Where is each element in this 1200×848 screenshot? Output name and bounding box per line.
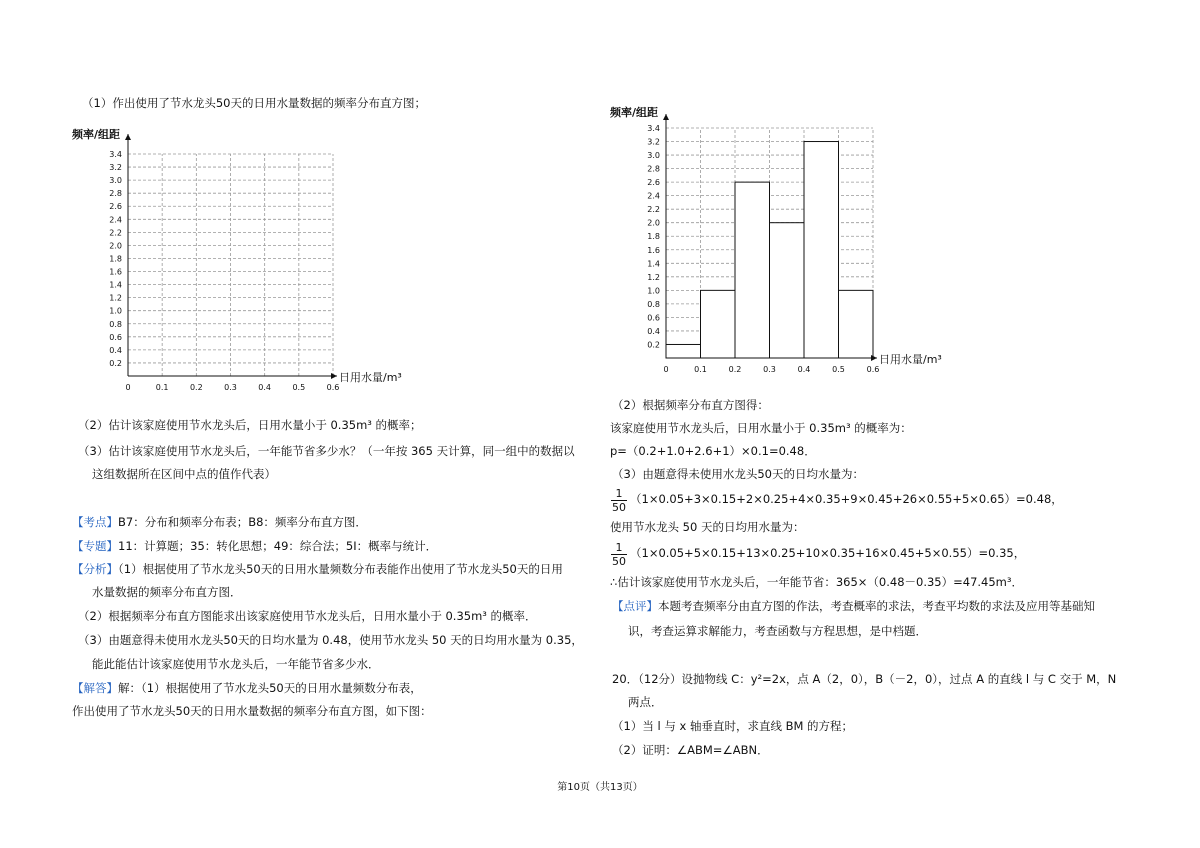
y-tick-label: 1.2 [647, 272, 660, 282]
x-axis-arrow [871, 355, 877, 361]
y-tick-label: 1.6 [647, 245, 660, 255]
y-tick-label: 1.8 [647, 232, 660, 242]
x-tick-label: 0.1 [155, 383, 169, 392]
problem-20-line2: 两点． [628, 695, 663, 709]
y-tick-label: 1.4 [109, 280, 122, 290]
y-axis-arrow [125, 134, 131, 140]
y-tick-label: 0.8 [109, 319, 122, 329]
y-tick-label: 2.4 [647, 191, 660, 201]
y-tick-label: 2.4 [109, 215, 122, 225]
x-axis-label: 日用水量/m³ [339, 371, 402, 384]
dianping-tag: 【点评】 [612, 599, 658, 613]
histogram-bar [701, 290, 736, 358]
jieda-line2: 作出使用了节水龙头50天的日用水量数据的频率分布直方图，如下图： [72, 704, 432, 718]
y-tick-label: 1.2 [109, 293, 122, 303]
y-tick-label: 2.2 [647, 205, 660, 215]
x-tick-label: 0 [663, 365, 669, 374]
y-tick-label: 1.4 [647, 259, 660, 269]
histogram-bar [735, 182, 770, 358]
x-axis-arrow [331, 373, 337, 379]
empty-histogram-chart [70, 118, 430, 413]
question-3-line1: （3）估计该家庭使用节水龙头后，一年能节省多少水？（一年按 365 天计算，同一组中的数据以 [78, 444, 575, 458]
fenxi-tag: 【分析】 [72, 562, 118, 576]
x-tick-label: 0.1 [694, 365, 707, 374]
x-tick-label: 0.4 [797, 365, 811, 374]
x-tick-label: 0.2 [728, 365, 742, 374]
dianping-line2: 识，考查运算求解能力，考查函数与方程思想，是中档题． [628, 624, 927, 638]
y-axis-label: 频率/组距 [72, 128, 121, 141]
x-tick-label: 0.6 [866, 365, 880, 374]
y-tick-label: 0.2 [109, 358, 122, 368]
y-axis-arrow [663, 114, 669, 120]
x-tick-label: 0.5 [832, 365, 845, 374]
y-tick-label: 0.6 [647, 313, 660, 323]
x-tick-label: 0.6 [326, 383, 340, 392]
y-axis-label: 频率/组距 [610, 106, 659, 119]
fenxi-text-1: （1）根据使用了节水龙头50天的日用水量频数分布表能作出使用了节水龙头50天的日用 [118, 562, 563, 576]
y-tick-label: 0.4 [109, 345, 122, 355]
jieda-text-1: 解：（1）根据使用了节水龙头50天的日用水量频数分布表， [118, 681, 422, 695]
x-tick-label: 0.4 [258, 383, 272, 392]
solution-3-expr1: （1×0.05+3×0.15+2×0.25+4×0.35+9×0.45+26×0.55+5×0.65）=0.48， [630, 492, 1063, 506]
histogram-bar [770, 223, 805, 358]
problem-20-line1: 20．（12分）设抛物线 C：y²=2x，点 A（2，0），B（－2，0），过点 A 的直线 l 与 C 交于 M，N [612, 672, 1117, 686]
y-tick-label: 2.8 [647, 164, 660, 174]
problem-20-part2: （2）证明：∠ABM=∠ABN． [612, 743, 769, 757]
dianping-line1 [612, 598, 1095, 614]
y-tick-label: 2.6 [109, 202, 122, 212]
question-3-line2: 这组数据所在区间中点的值作代表） [92, 467, 276, 481]
fenxi-line2: 水量数据的频率分布直方图． [92, 585, 242, 599]
y-tick-label: 2.0 [109, 241, 122, 251]
y-tick-label: 0.8 [647, 299, 660, 309]
problem-20-part1: （1）当 l 与 x 轴垂直时，求直线 BM 的方程； [612, 719, 854, 733]
x-tick-label: 0.3 [224, 383, 237, 392]
y-tick-label: 3.2 [109, 163, 122, 173]
solution-3-line3: 使用节水龙头 50 天的日均用水量为： [610, 520, 805, 534]
fenxi-line5: 能此能估计该家庭使用节水龙头后，一年能节省多少水． [92, 657, 380, 671]
question-1: （1）作出使用了节水龙头50天的日用水量数据的频率分布直方图； [82, 96, 426, 110]
question-2: （2）估计该家庭使用节水龙头后，日用水量小于 0.35m³ 的概率； [78, 418, 422, 432]
solution-2-line2: 该家庭使用节水龙头后，日用水量小于 0.35m³ 的概率为： [610, 421, 912, 435]
dianping-text-1: 本题考查频率分由直方图的作法，考查概率的求法，考查平均数的求法及应用等基础知 [658, 599, 1095, 613]
y-tick-label: 0.2 [647, 340, 660, 350]
zhuanti-text: 11：计算题；35：转化思想；49：综合法；5I：概率与统计． [118, 539, 438, 553]
kaodian-tag: 【考点】 [72, 515, 118, 529]
kaodian-text: B7：分布和频率分布表；B8：频率分布直方图． [118, 515, 367, 529]
y-tick-label: 2.0 [647, 218, 660, 228]
x-tick-label: 0.2 [189, 383, 203, 392]
histogram-chart [608, 96, 953, 386]
zhuanti-tag: 【专题】 [72, 539, 118, 553]
fenxi-line4: （3）由题意得未使用水龙头50天的日均水量为 0.48，使用节水龙头 50 天的日均用水量为 0.35， [78, 633, 583, 647]
kaodian-line [72, 514, 367, 530]
histogram-bar [839, 290, 874, 358]
y-tick-label: 0.6 [109, 332, 122, 342]
y-tick-label: 0.4 [647, 326, 660, 336]
fraction-1-denominator: 50 [612, 501, 626, 514]
fraction-one-fiftieth-2 [611, 541, 627, 568]
y-tick-label: 1.0 [109, 306, 122, 316]
fraction-2-numerator: 1 [611, 541, 627, 555]
y-tick-label: 3.4 [647, 124, 660, 133]
solution-3-line1: （3）由题意得未使用水龙头50天的日均水量为： [612, 467, 864, 481]
y-tick-label: 3.2 [647, 137, 660, 147]
solution-2-line1: （2）根据频率分布直方图得： [612, 398, 769, 412]
y-tick-label: 3.4 [109, 150, 122, 159]
histogram-bar [804, 142, 839, 358]
jieda-line1 [72, 680, 422, 696]
y-tick-label: 1.0 [647, 286, 660, 296]
x-tick-label: 0.5 [292, 383, 306, 392]
page-footer: 第10页（共13页） [557, 782, 643, 793]
fraction-2-denominator: 50 [612, 555, 626, 568]
y-tick-label: 1.8 [109, 254, 122, 264]
y-tick-label: 2.6 [647, 178, 660, 188]
y-tick-label: 3.0 [647, 151, 660, 161]
y-tick-label: 3.0 [109, 176, 122, 186]
histogram-bar [666, 344, 701, 358]
x-tick-label: 0 [125, 383, 131, 392]
fraction-one-fiftieth-1 [611, 487, 627, 514]
fenxi-line1 [72, 561, 563, 577]
solution-2-line3: p=（0.2+1.0+2.6+1）×0.1=0.48． [610, 444, 816, 458]
solution-3-expr2: （1×0.05+5×0.15+13×0.25+10×0.35+16×0.45+5×0.55）=0.35， [630, 546, 1026, 560]
y-tick-label: 1.6 [109, 267, 122, 277]
fenxi-line3: （2）根据频率分布直方图能求出该家庭使用节水龙头后，日用水量小于 0.35m³ 的概率． [78, 609, 537, 623]
solution-3-conclusion: ∴估计该家庭使用节水龙头后，一年能节省：365×（0.48－0.35）=47.45m³． [610, 575, 1023, 589]
jieda-tag: 【解答】 [72, 681, 118, 695]
x-tick-label: 0.3 [763, 365, 776, 374]
y-tick-label: 2.8 [109, 189, 122, 199]
fraction-1-numerator: 1 [611, 487, 627, 501]
y-tick-label: 2.2 [109, 228, 122, 238]
x-axis-label: 日用水量/m³ [879, 353, 942, 366]
zhuanti-line [72, 538, 437, 554]
